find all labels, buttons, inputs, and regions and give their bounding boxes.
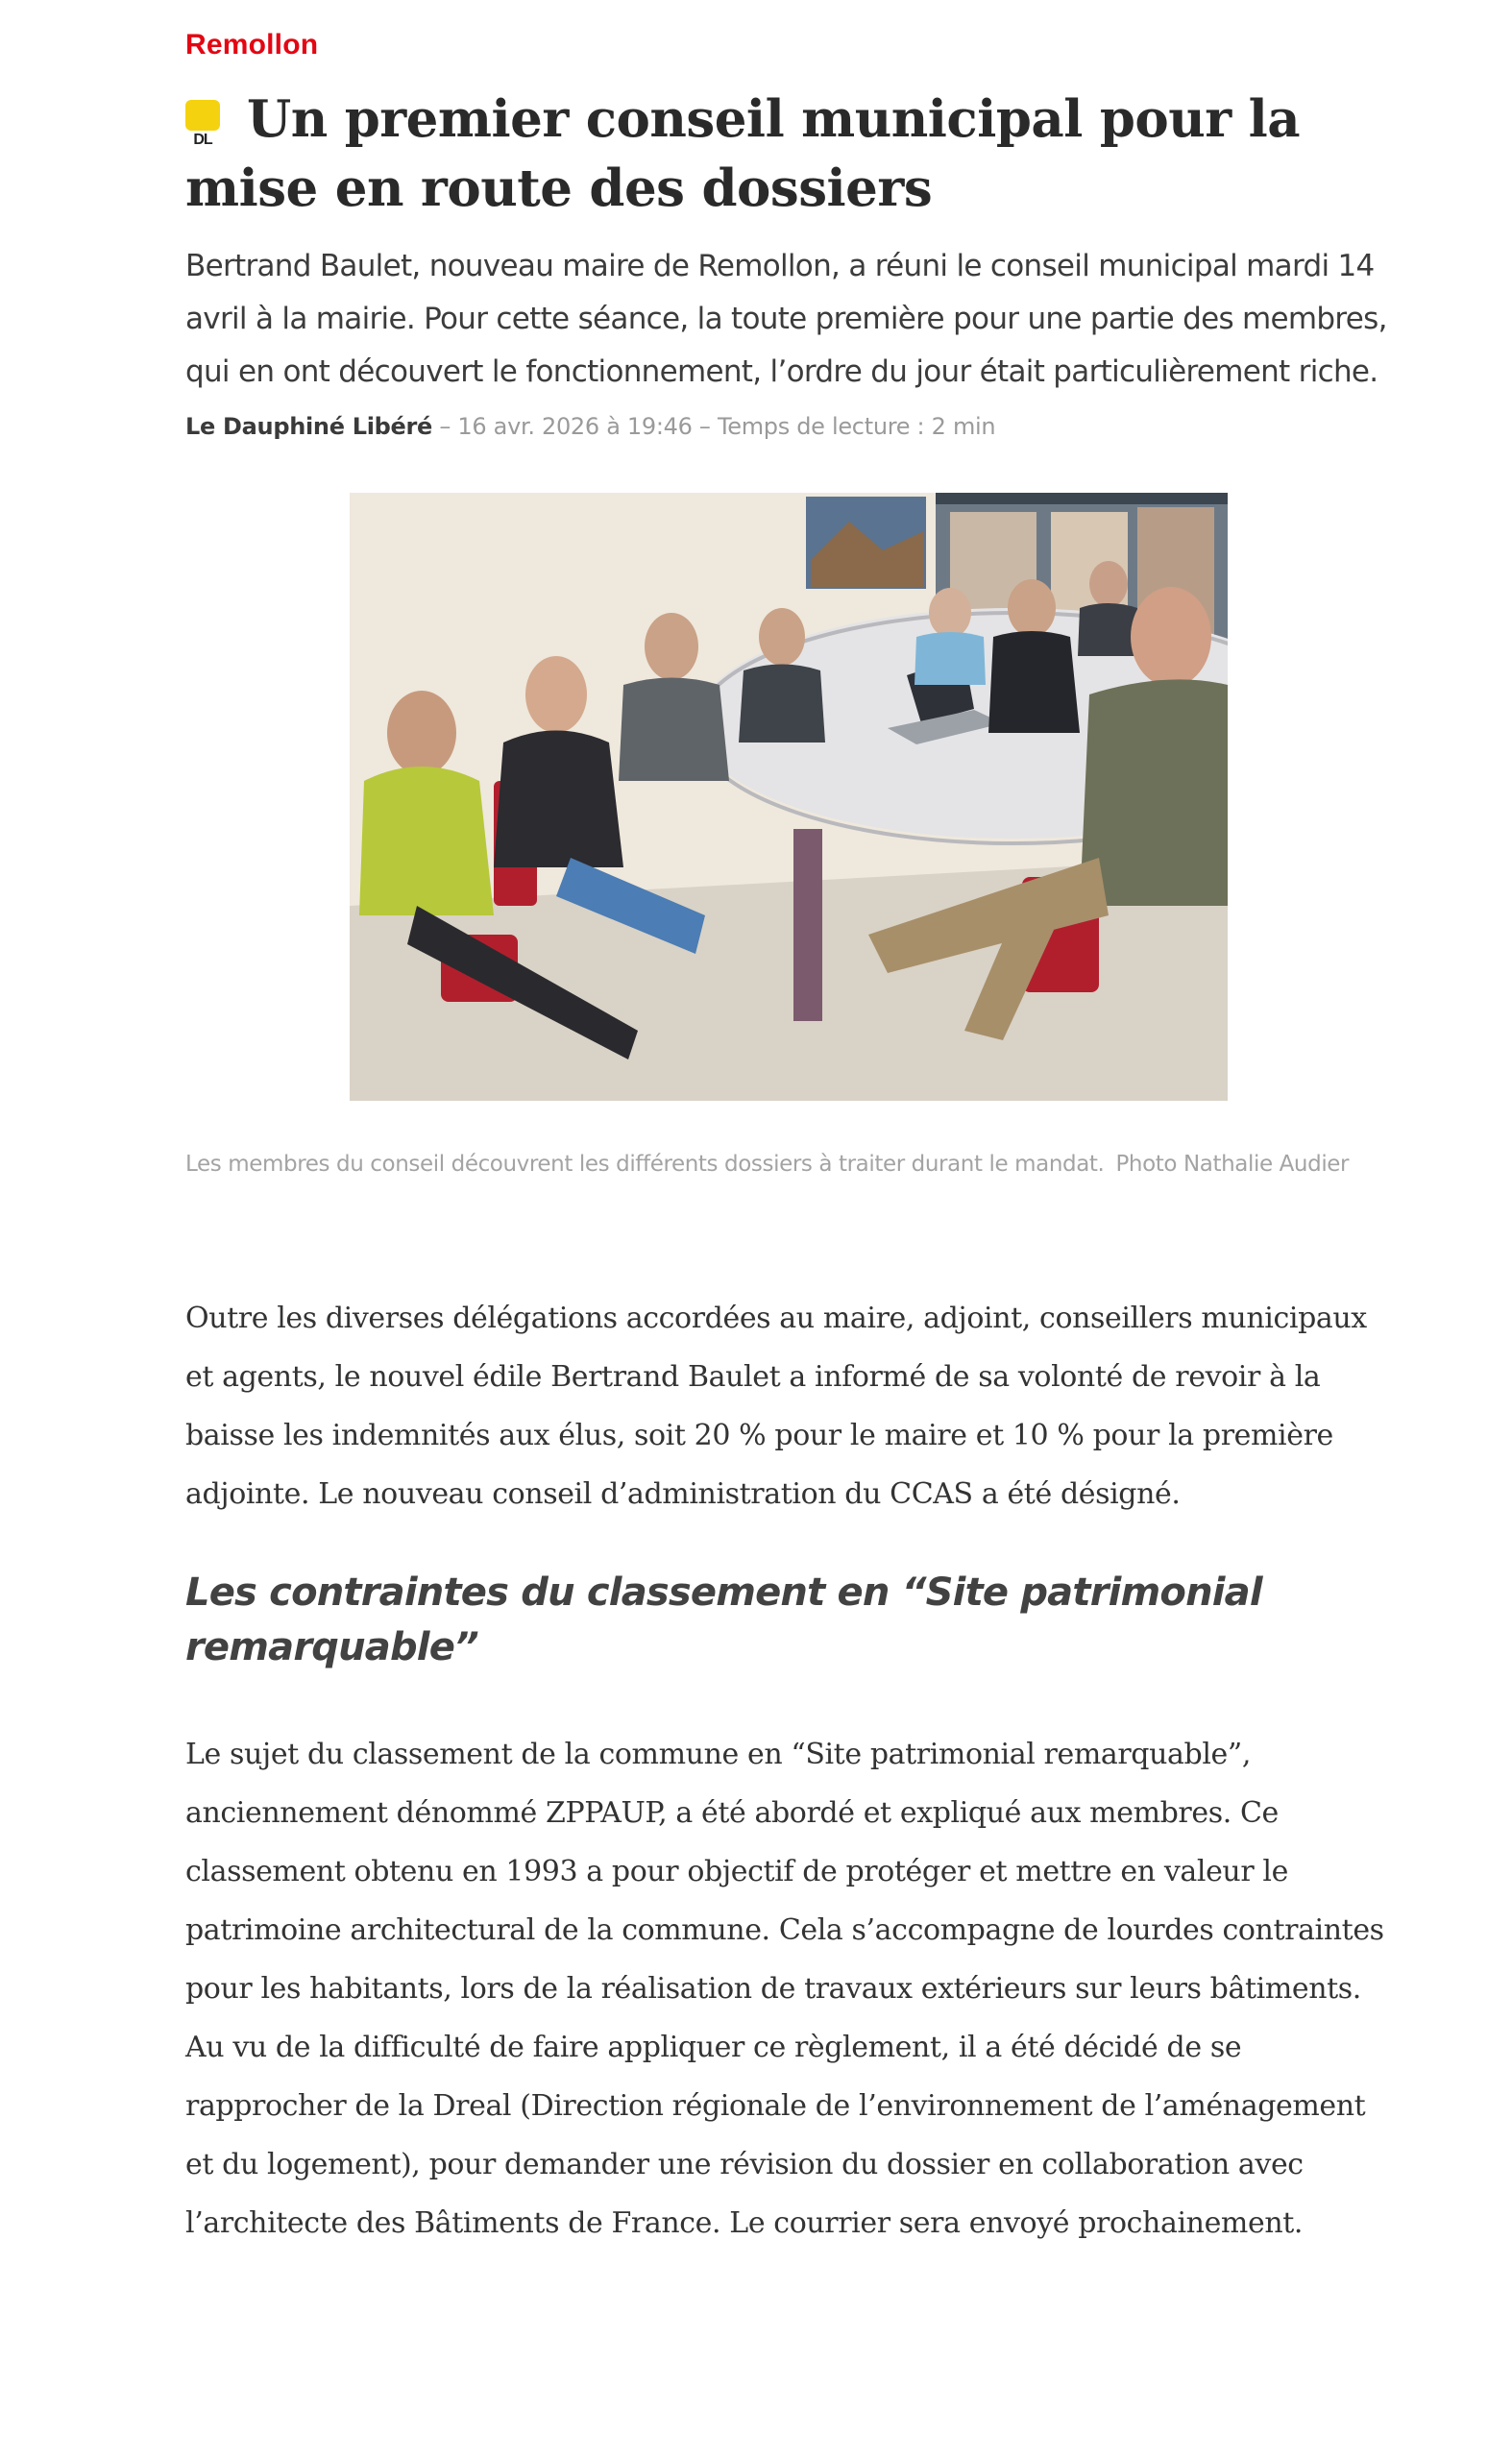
section-kicker-link[interactable]: Remollon [185, 29, 319, 61]
article-lede: Bertrand Baulet, nouveau maire de Remollon, a réuni le conseil municipal mardi 14 avril à la mairie. Pour cette séance, la toute première pour une partie des membres, qui en ont découvert le fonctionnement, l’ordre du jour était particulièrement riche. [185, 249, 1387, 389]
photo-caption-text: Les membres du conseil découvrent les différents dossiers à traiter durant le mandat. [185, 1152, 1105, 1177]
section-subheading: Les contraintes du classement en “Site patrimonial remarquable” [185, 1570, 1262, 1669]
byline-source[interactable]: Le Dauphiné Libéré [185, 413, 433, 440]
article-title [185, 85, 1398, 223]
article-photo[interactable] [350, 493, 1228, 1101]
photo-credit: Photo Nathalie Audier [1115, 1152, 1350, 1177]
body-paragraph-1: Outre les diverses délégations accordées au maire, adjoint, conseillers municipaux et agents, le nouvel édile Bertrand Baulet a informé de sa volonté de revoir à la baisse les indemnités aux élus, soit 20 % pour le maire et 10 % pour la première adjointe. Le nouveau conseil d’administration du CCAS a été désigné. [185, 1302, 1367, 1511]
article-title-text: Un premier conseil municipal pour la mise en route des dossiers [185, 89, 1301, 218]
article-byline [185, 413, 995, 440]
photo-caption [185, 1152, 1398, 1177]
dl-logo-text: DL [193, 131, 212, 148]
council-meeting-photo [350, 493, 1228, 1101]
dl-logo-icon [185, 100, 220, 148]
body-paragraph-2: Le sujet du classement de la commune en “Site patrimonial remarquable”, anciennement dénommé ZPPAUP, a été abordé et expliqué aux membres. Ce classement obtenu en 1993 a pour objectif de protéger et mettre en valeur le patrimoine architectural de la commune. Cela s’accompagne de lourdes contraintes pour les habitants, lors de la réalisation de travaux extérieurs sur leurs bâtiments. Au vu de la difficulté de faire appliquer ce règlement, il a été décidé de se rapprocher de la Dreal (Direction régionale de l’environnement de l’aménagement et du logement), pour demander une révision du dossier en collaboration avec l’architecte des Bâtiments de France. Le courrier sera envoyé prochainement. [185, 1738, 1384, 2240]
byline-details: – 16 avr. 2026 à 19:46 – Temps de lecture : 2 min [432, 413, 996, 440]
